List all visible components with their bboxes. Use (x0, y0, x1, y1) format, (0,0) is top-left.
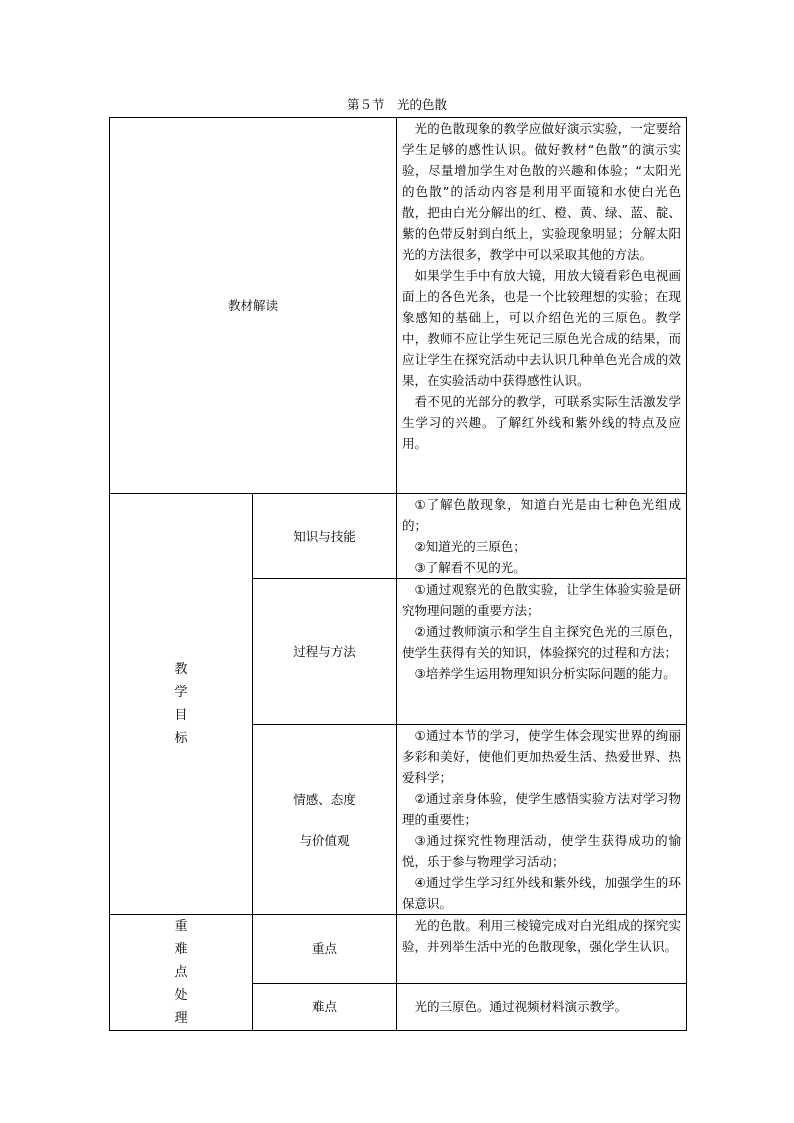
label-char: 标 (174, 731, 188, 746)
goal-item: ②通过教师演示和学生自主探究色光的三原色，使学生获得有关的知识，体验探究的过程和方法； (402, 624, 682, 660)
textbook-paragraph: 看不见的光部分的教学，可联系实际生活激发学生学习的兴趣。了解红外线和紫外线的特点及应用。 (402, 394, 682, 451)
label-char: 目 (174, 708, 188, 723)
label-char: 重 (174, 919, 188, 934)
goal-label-knowledge: 知识与技能 (253, 494, 397, 579)
key-point-label: 重点 (253, 915, 397, 984)
goal-item: ③培养学生运用物理知识分析实际问题的能力。 (414, 666, 676, 681)
key-point-text: 光的色散。利用三棱镜完成对白光组成的探究实验，并列举生活中光的色散现象，强化学生认识。 (402, 918, 682, 954)
difficulty-row-key (110, 915, 687, 984)
difficult-point-content (397, 983, 687, 1030)
textbook-content (397, 118, 687, 494)
key-point-content (397, 915, 687, 984)
label-char: 理 (174, 1011, 188, 1026)
goal-item: ③通过探究性物理活动，使学生获得成功的愉悦，乐于参与物理学习活动； (402, 833, 682, 869)
goal-item: ②知道光的三原色； (414, 539, 526, 554)
goal-item: ③了解看不见的光。 (414, 560, 526, 575)
teaching-goals-label (110, 494, 253, 915)
textbook-paragraph: 如果学生手中有放大镜，用放大镜看彩色电视画面上的各色光条，也是一个比较理想的实验；在现象感知的基础上，可以介绍色光的三原色。教学中，教师不应让学生死记三原色光合成的结果，而应让学生在探究活动中去认识几种单色光合成的效果，在实验活动中获得感性认识。 (402, 268, 682, 388)
difficult-point-text: 光的三原色。通过视频材料演示教学。 (414, 999, 628, 1015)
textbook-row (110, 118, 687, 494)
goal-content-process (397, 579, 687, 725)
label-char: 处 (174, 988, 188, 1003)
difficult-point-label: 难点 (253, 983, 397, 1030)
label-char: 难 (174, 942, 188, 957)
goal-item: ①通过观察光的色散实验，让学生体验实验是研究物理问题的重要方法； (402, 582, 682, 618)
goal-content-emotion (397, 725, 687, 915)
textbook-label: 教材解读 (110, 118, 397, 494)
lesson-plan-table (109, 117, 687, 1031)
difficulty-handling-label (110, 915, 253, 1031)
goal-item: ①通过本节的学习，使学生体会现实世界的绚丽多彩和美好，使他们更加热爱生活、热爱世界、热爱科学； (402, 728, 682, 785)
goal-label-emotion (253, 725, 397, 915)
goal-label-emotion-line2: 与价值观 (299, 832, 350, 848)
goal-label-emotion-line1: 情感、态度 (293, 791, 356, 807)
goal-item: ②通过亲身体验，使学生感悟实验方法对学习物理的重要性； (402, 791, 682, 827)
goal-item: ④通过学生学习红外线和紫外线，加强学生的环保意识。 (402, 875, 682, 911)
label-char: 学 (174, 685, 188, 700)
goal-content-knowledge (397, 494, 687, 579)
label-char: 点 (174, 965, 188, 980)
goal-label-process: 过程与方法 (253, 579, 397, 725)
goal-item: ①了解色散现象，知道白光是由七种色光组成的； (402, 497, 682, 533)
textbook-paragraph: 光的色散现象的教学应做好演示实验，一定要给学生足够的感性认识。做好教材“色散”的演示实验，尽量增加学生对色散的兴趣和体验；“太阳光的色散”的活动内容是利用平面镜和水使白光色散，把由白光分解出的红、橙、黄、绿、蓝、靛、紫的色带反射到白纸上，实验现象明显；分解太阳光的方法很多，教学中可以采取其他的方法。 (402, 121, 682, 262)
goal-row-knowledge (110, 494, 687, 579)
page-title: 第５节 光的色散 (346, 97, 447, 112)
label-char: 教 (174, 662, 188, 677)
